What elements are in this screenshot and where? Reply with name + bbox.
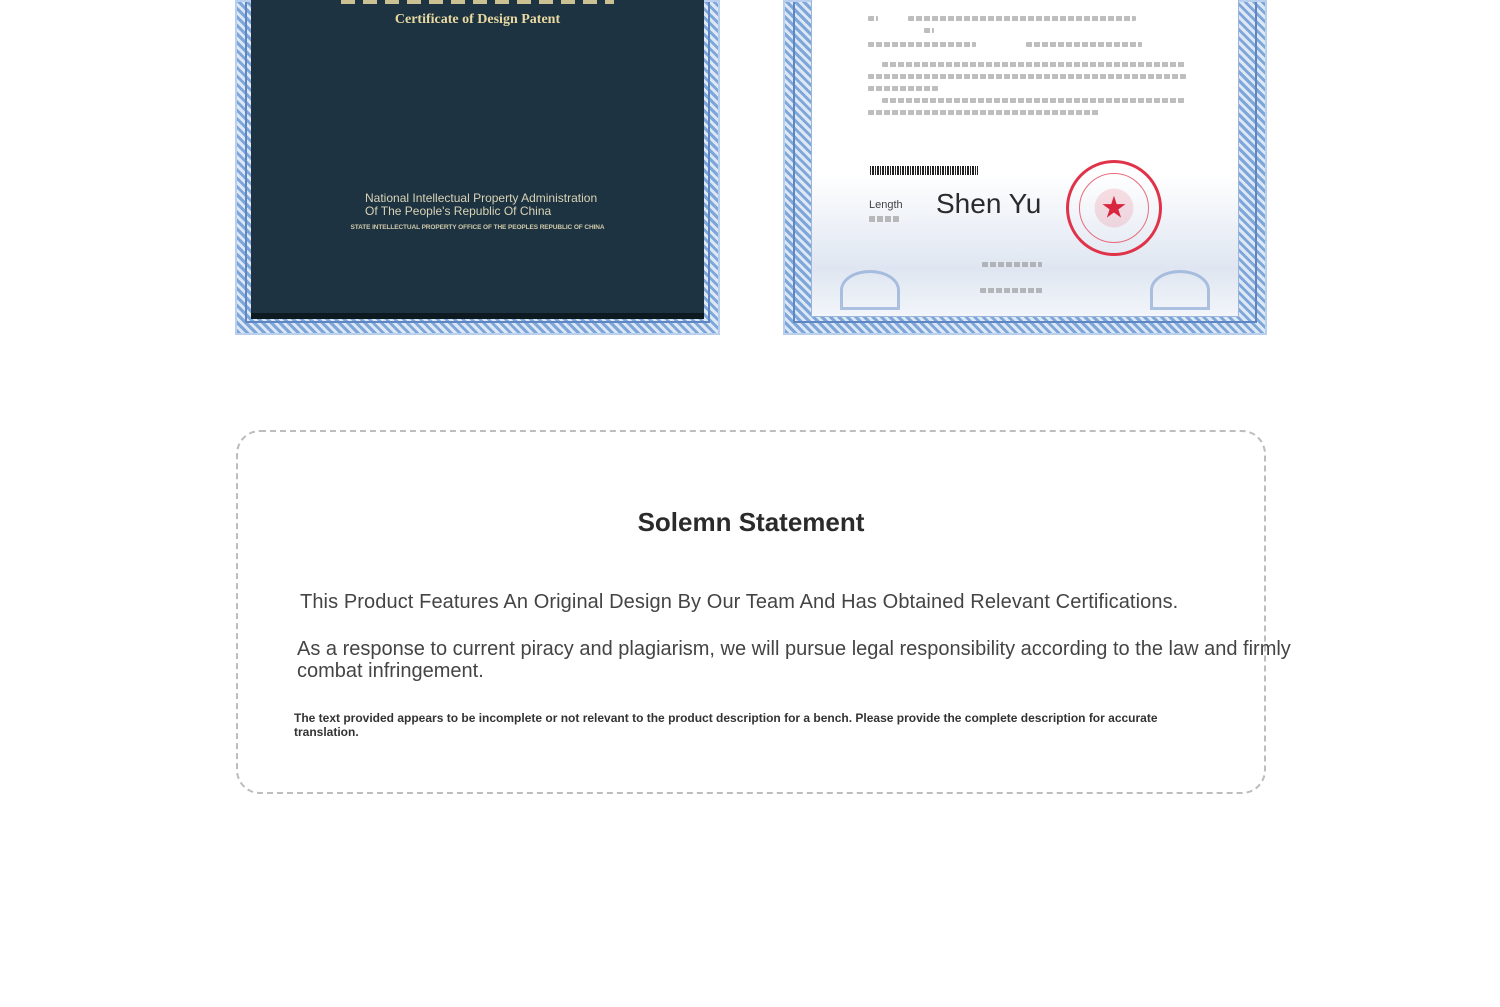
text-line-graphic <box>1026 42 1142 47</box>
ornament-swirl-icon <box>1150 270 1210 310</box>
text-line-graphic <box>924 28 934 33</box>
statement-note: The text provided appears to be incomplete or not relevant to the product description for a bench. Please provide the complete description for accurate translation. <box>294 711 1158 739</box>
design-patent-page-image <box>783 0 1267 335</box>
barcode-graphic <box>870 166 978 175</box>
text-line-graphic <box>882 62 1186 67</box>
text-line-graphic <box>908 16 1136 21</box>
length-label: Length <box>869 199 903 211</box>
design-patent-cover-image <box>235 0 720 335</box>
text-line-graphic <box>868 110 1100 115</box>
cover-title: Certificate of Design Patent <box>394 12 561 27</box>
statement-paragraph-original-design: This Product Features An Original Design By Our Team And Has Obtained Relevant Certifications. <box>300 591 1179 613</box>
ornament-swirl-icon <box>840 270 900 310</box>
administration-line-1: National Intellectual Property Administration <box>365 191 598 205</box>
text-line-graphic <box>868 42 976 47</box>
text-line-graphic <box>980 288 1044 293</box>
text-line-graphic <box>869 216 899 222</box>
solemn-statement-card <box>236 430 1291 794</box>
statement-title: Solemn Statement <box>637 507 865 537</box>
certificate-cover <box>251 0 704 319</box>
certificate-paper <box>811 0 1239 317</box>
text-line-graphic <box>868 86 938 91</box>
text-line-graphic <box>882 98 1186 103</box>
text-line-graphic <box>982 262 1042 267</box>
text-line-graphic <box>868 74 1186 79</box>
seal-emblem-icon: ★ <box>1100 191 1128 225</box>
text-line-graphic <box>868 16 878 21</box>
statement-paragraph-legal-action: As a response to current piracy and plagiarism, we will pursue legal responsibility according to the law and firmly combat infringement. <box>297 638 1291 682</box>
administration-name <box>365 192 597 218</box>
signature: Shen Yu <box>936 188 1042 219</box>
official-seal-icon <box>1066 160 1162 256</box>
administration-line-2: Of The People's Republic Of China <box>365 204 552 218</box>
state-office-line: STATE INTELLECTUAL PROPERTY OFFICE OF THE PEOPLES REPUBLIC OF CHINA <box>350 224 605 231</box>
cover-title-chinese-graphic <box>341 0 614 4</box>
